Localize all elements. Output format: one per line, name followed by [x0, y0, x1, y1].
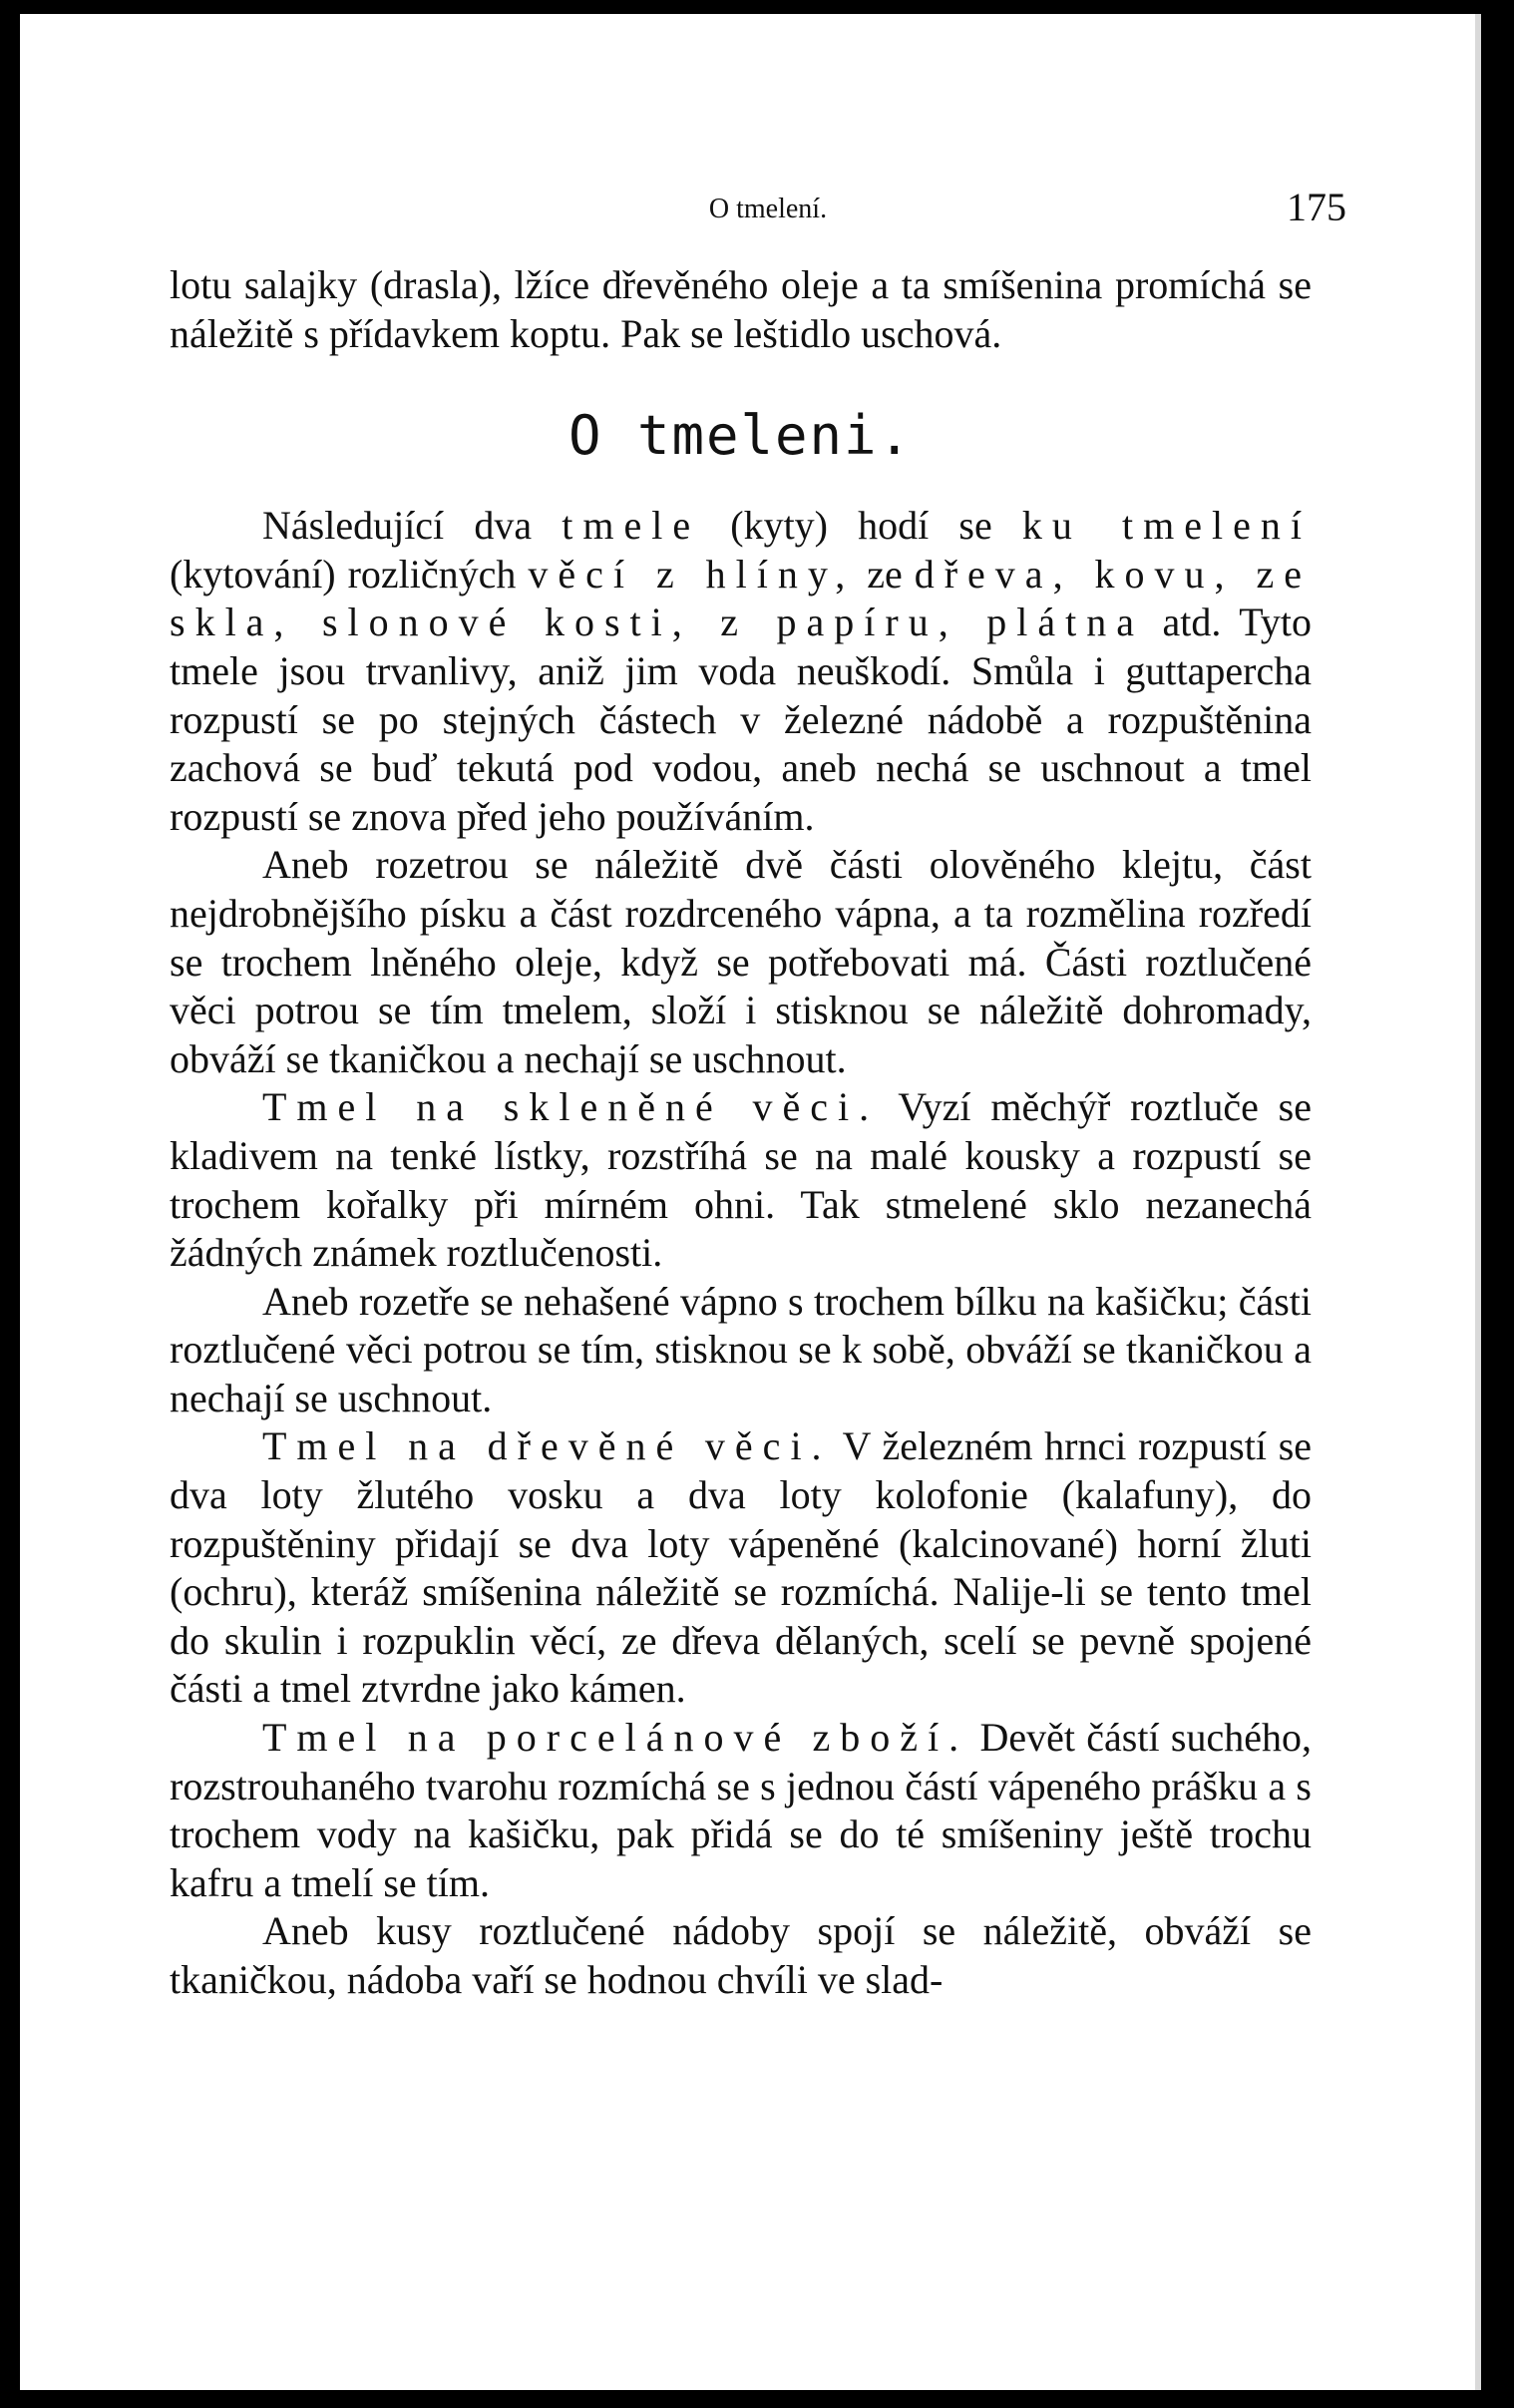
section-title: O tmeleni. [568, 404, 914, 468]
heading-tmel-porcelan: Tmel na porcelánové zboží. [262, 1715, 969, 1761]
intro-text-1: Následující dva [262, 503, 563, 549]
paragraph-aneb-3: Aneb kusy roztlučené nádoby spojí se náležitě, obváží se tkaničkou, nádoba vaří se hodnou chvíli ve slad- [170, 1908, 1312, 2002]
heading-tmel-sklo: Tmel na skleněné věci. [262, 1084, 880, 1130]
continuation-paragraph: lotu salajky (drasla), lžíce dřevěného oleje a ta smíšenina promíchá se náležitě s přídavkem koptu. Pak se leštidlo uschová. [170, 262, 1312, 356]
text-tmel-porcelan: Devět částí suchého, rozstrouhaného tvarohu rozmíchá se s jednou částí vápeného prášku a s trochem vody na kašičku, pak přidá se do té smíšeniny ještě trochu kafru a tmelí se tím. [170, 1715, 1312, 1905]
text-tmel-sklo: Vyzí měchýř roztluče se kladivem na tenké lístky, rozstříhá se na malé kousky a rozpustí se trochem kořalky při mírném ohni. Tak stmelené sklo nezanechá žádných známek roztlučenosti. [170, 1084, 1313, 1276]
running-title: O tmelení. [708, 194, 828, 224]
page-edge [1475, 14, 1481, 2390]
text-tmel-drevo: V železném hrnci rozpustí se dva loty žlutého vosku a dva loty kolofonie (kalafuny), do rozpuštěniny přidají se dva loty vápeněné (kalcinované) horní žluti (ochru), kteráž smíšenina náležitě se rozmíchá. Nalije-li se tento tmel do skulin i rozpuklin věcí, ze dřeva dělaných, scelí se pevně spojené části a tmel ztvrdne jako kámen. [170, 1423, 1313, 1712]
term-ku-tmeleni: ku tmelení [1021, 503, 1313, 549]
intro-text-4: ze [855, 551, 915, 597]
intro-paragraph [170, 502, 1312, 841]
page-number: 175 [1287, 185, 1346, 229]
paragraph-tmel-porcelan [170, 1714, 1312, 1907]
term-materials: dřeva, kovu, ze skla, slonové kosti, z papíru, plátna [170, 551, 1312, 645]
paragraph-tmel-drevo [170, 1422, 1312, 1714]
paragraph-tmel-sklo [170, 1083, 1312, 1277]
intro-text-3: (kytování) rozličných [170, 551, 529, 597]
intro-text-2: (kyty) hodí se [700, 503, 1022, 549]
paragraph-aneb-2: Aneb rozetře se nehašené vápno s trochem bílku na kašičku; části roztlučené věci potrou se tím, stisknou se k sobě, obváží se tkaničkou a nechají se uschnout. [170, 1278, 1312, 1420]
term-veci-z-hliny: věcí z hlíny, [528, 551, 856, 597]
heading-tmel-drevo: Tmel na dřevěné věci. [262, 1423, 832, 1469]
page-body [170, 261, 1312, 2005]
paragraph-aneb-1: Aneb rozetrou se náležitě dvě části olověného klejtu, část nejdrobnějšího písku a část rozdrceného vápna, a ta rozmělina rozředí se trochem lněného oleje, když se potřebovati má. Části roztlučené věci potrou se tím tmelem, složí i stisknou se náležitě dohromady, obváží se tkaničkou a nechají se uschnout. [170, 842, 1312, 1081]
intro-text-5: atd. Tyto tmele jsou trvanlivy, aniž jim voda neuškodí. Smůla i guttapercha rozpustí se po stejných částech v železné nádobě a rozpuštěnina zachová se buď tekutá pod vodou, aneb nechá se uschnout a tmel rozpustí se znova před jeho používáním. [170, 600, 1312, 839]
term-tmele: tmele [562, 503, 701, 549]
running-head [189, 174, 1346, 233]
